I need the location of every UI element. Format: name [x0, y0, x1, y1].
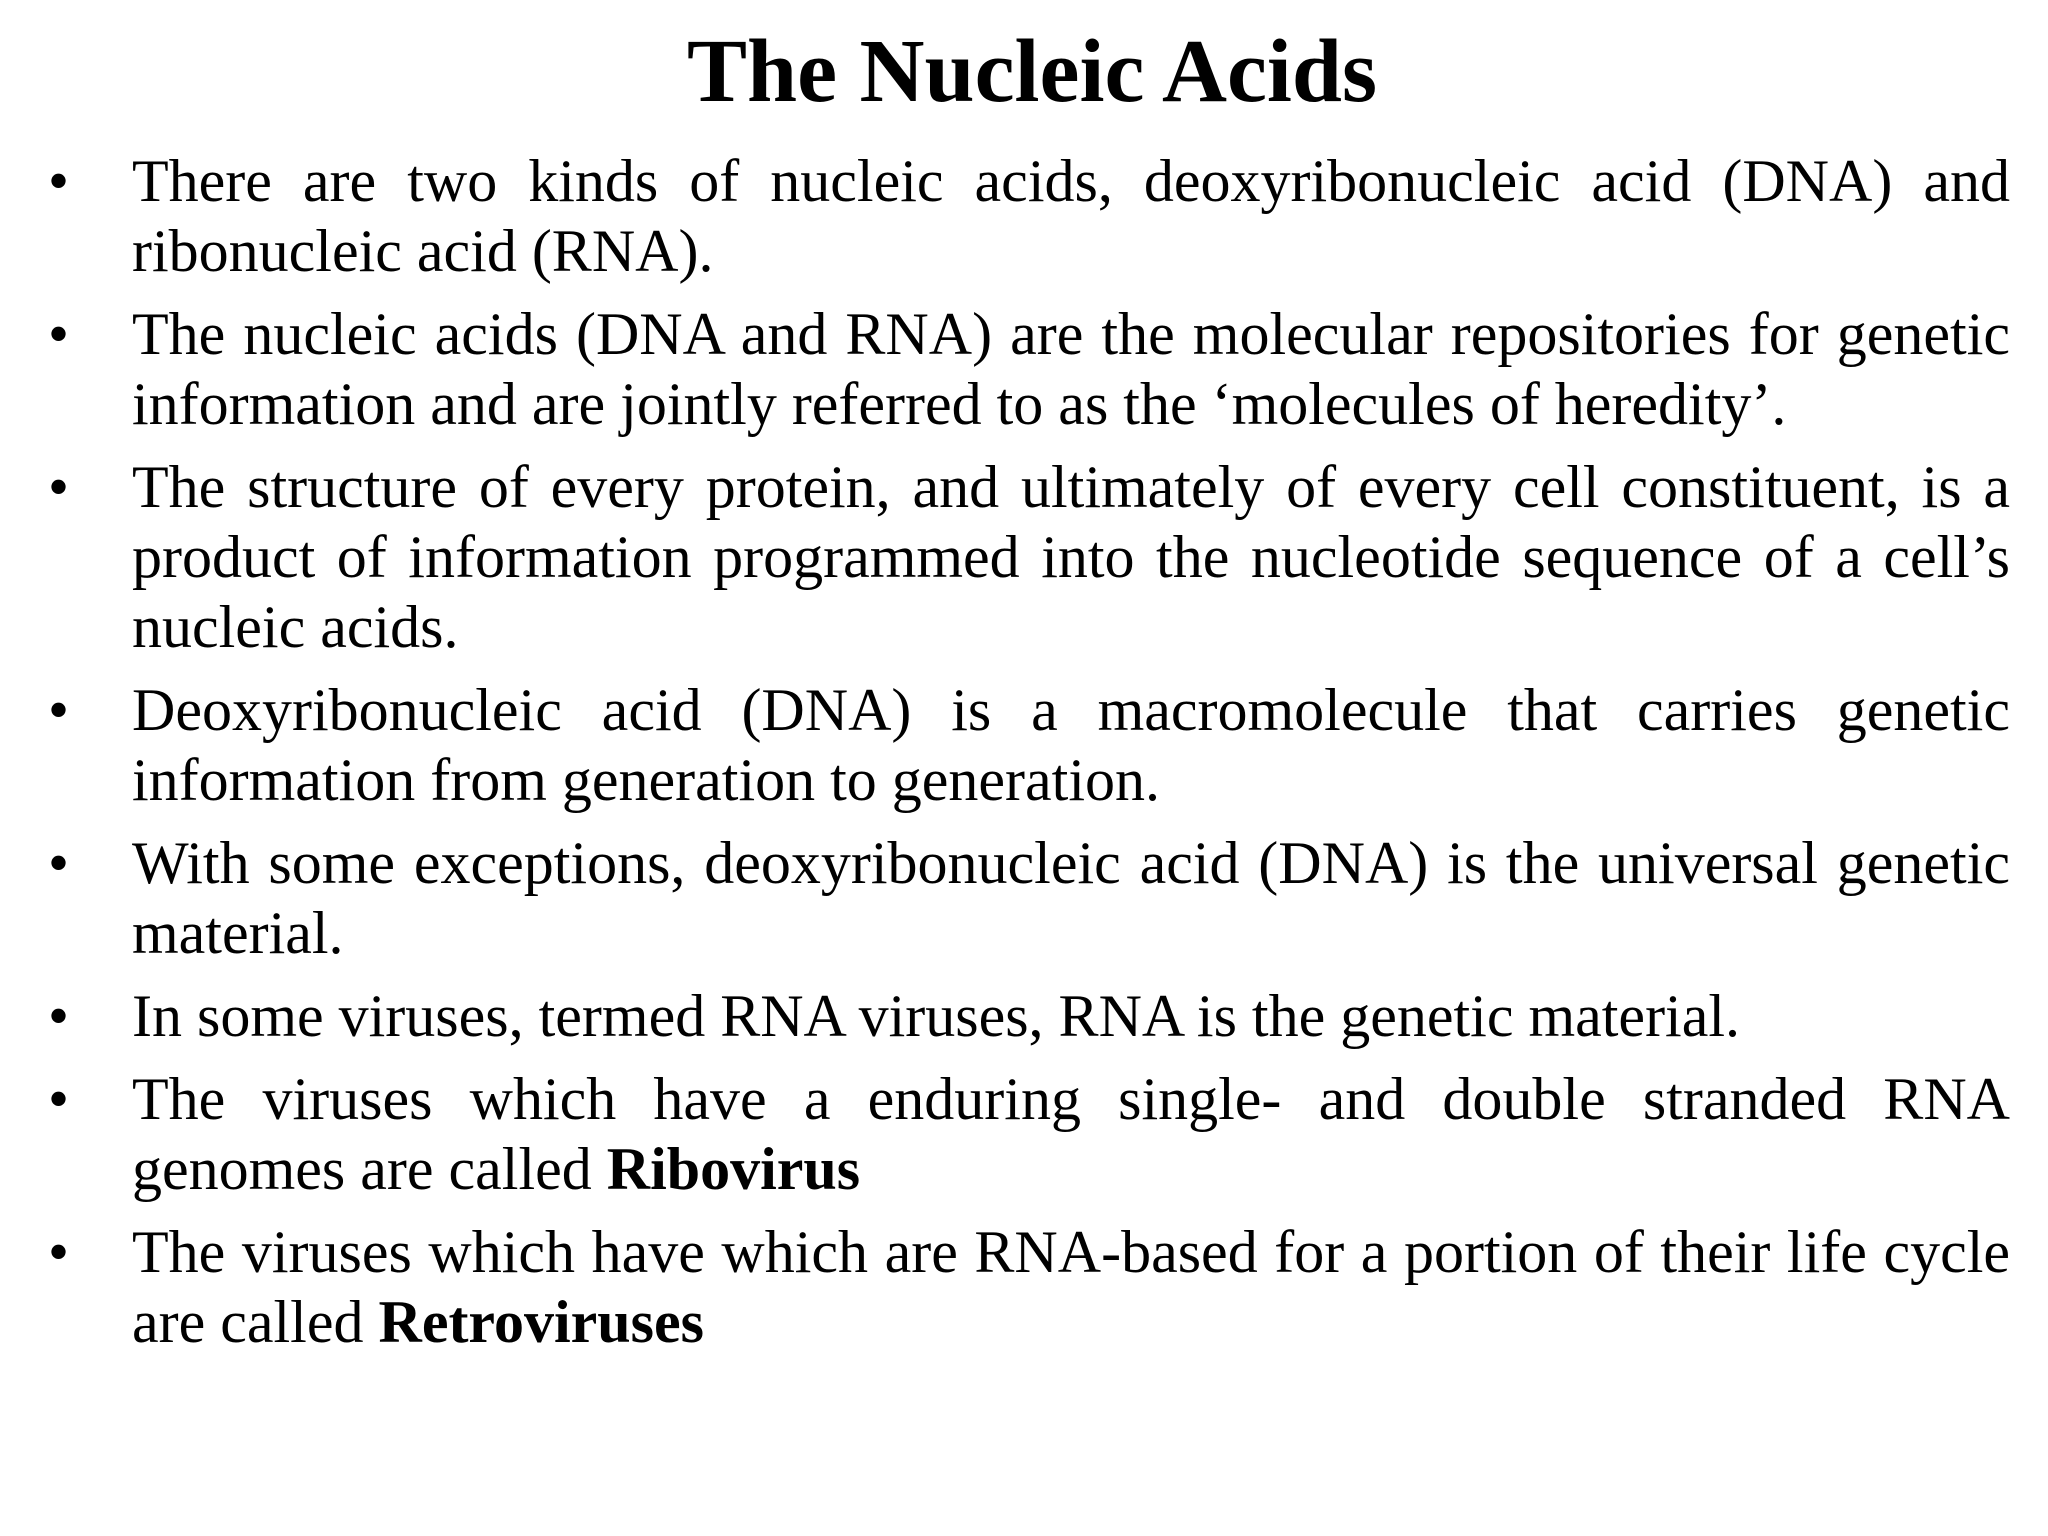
bullet-text: The viruses which have a enduring single- and double stranded RNA genomes are called — [132, 1066, 2010, 1202]
bullet-icon: • — [48, 677, 70, 743]
bullet-icon: • — [48, 454, 70, 520]
list-item — [48, 1064, 2010, 1204]
bullet-icon: • — [48, 1219, 70, 1285]
bullet-text: The nucleic acids (DNA and RNA) are the molecular repositories for genetic information and are jointly referred to as the ‘molecules of heredity’. — [132, 301, 2010, 437]
bullet-text: In some viruses, termed RNA viruses, RNA is the genetic material. — [132, 983, 1741, 1049]
bullet-text: Deoxyribonucleic acid (DNA) is a macromolecule that carries genetic information from generation to generation. — [132, 677, 2010, 813]
list-item — [48, 299, 2010, 439]
bullet-bold-term: Retroviruses — [378, 1289, 704, 1355]
slide-title: The Nucleic Acids — [687, 22, 1377, 121]
bullet-icon: • — [48, 830, 70, 896]
bullet-bold-term: Ribovirus — [606, 1136, 861, 1202]
list-item — [48, 1217, 2010, 1357]
bullet-icon: • — [48, 148, 70, 214]
list-item — [48, 828, 2010, 968]
bullet-text: With some exceptions, deoxyribonucleic acid (DNA) is the universal genetic material. — [132, 830, 2010, 966]
bullet-icon: • — [48, 301, 70, 367]
list-item — [48, 146, 2010, 286]
bullet-text: There are two kinds of nucleic acids, deoxyribonucleic acid (DNA) and ribonucleic acid (RNA). — [132, 148, 2010, 284]
bullet-list — [48, 146, 2010, 1370]
bullet-icon: • — [48, 983, 70, 1049]
bullet-icon: • — [48, 1066, 70, 1132]
list-item — [48, 452, 2010, 662]
list-item — [48, 981, 2010, 1051]
bullet-text: The structure of every protein, and ultimately of every cell constituent, is a product of information programmed into the nucleotide sequence of a cell’s nucleic acids. — [132, 454, 2010, 660]
list-item — [48, 675, 2010, 815]
bullet-text: The viruses which have which are RNA-based for a portion of their life cycle are called — [132, 1219, 2010, 1355]
